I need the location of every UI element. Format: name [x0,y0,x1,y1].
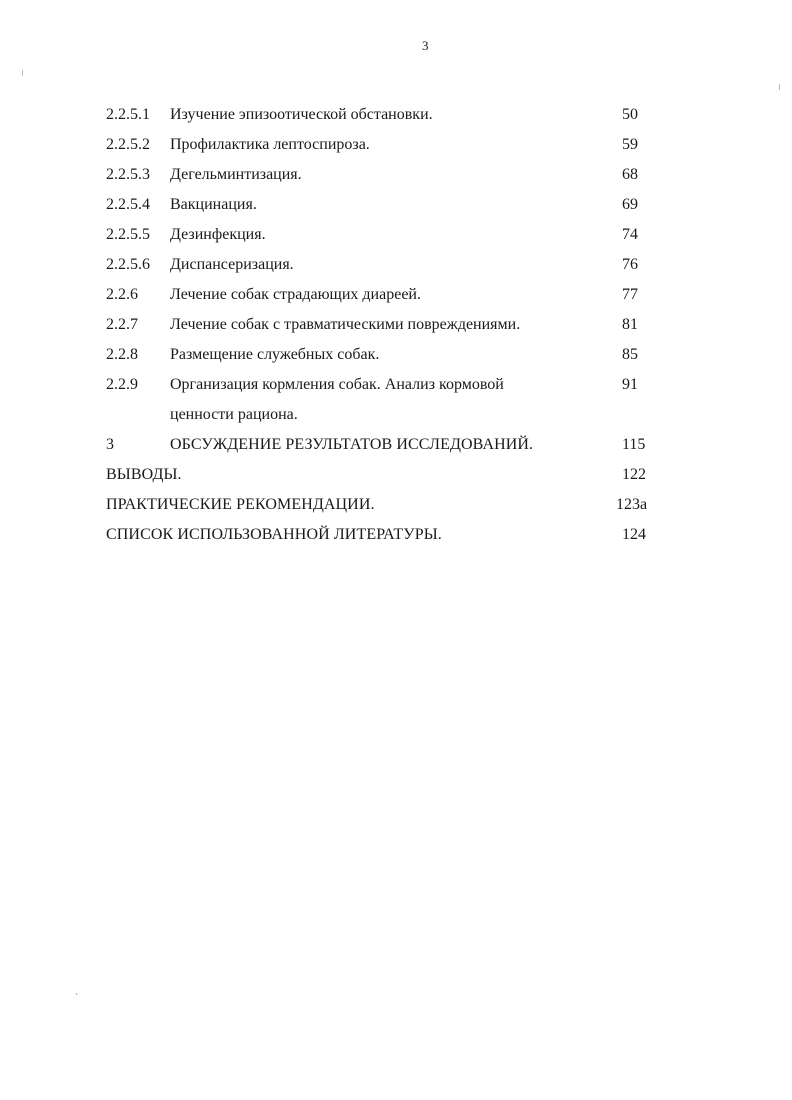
toc-entry-title: Дезинфекция. [170,226,266,243]
toc-entry-number: 2.2.5.5 [106,226,150,243]
toc-entry-title: Изучение эпизоотической обстановки. [170,106,433,123]
toc-entry [0,490,792,520]
toc-entry-page: 122 [622,466,646,483]
toc-entry-number: 2.2.5.4 [106,196,150,213]
toc-entry [0,520,792,550]
toc-entry [0,160,792,190]
toc-entry-title: СПИСОК ИСПОЛЬЗОВАННОЙ ЛИТЕРАТУРЫ. [106,526,442,543]
toc-entry-page: 59 [622,136,638,153]
table-of-contents [0,100,792,550]
toc-entry-title: Вакцинация. [170,196,257,213]
toc-entry-page: 123а [616,496,648,513]
toc-entry-page: 76 [622,256,638,273]
toc-entry-number: 2.2.5.3 [106,166,150,183]
toc-entry-page: 69 [622,196,638,213]
toc-entry-page: 85 [622,346,638,363]
toc-entry [0,370,792,400]
toc-entry-page: 50 [622,106,638,123]
toc-entry-number: 2.2.8 [106,346,138,363]
toc-entry-page: 81 [622,316,638,333]
toc-entry-number: 2.2.5.6 [106,256,150,273]
toc-entry-number: 2.2.7 [106,316,138,333]
toc-entry-page: 124 [622,526,646,543]
toc-entry-number: 2.2.5.1 [106,106,150,123]
toc-entry [0,340,792,370]
toc-entry [0,460,792,490]
toc-entry-title: Организация кормления собак. Анализ кормовой [170,376,504,393]
toc-entry-title: Лечение собак страдающих диареей. [170,286,421,303]
toc-entry-title: Профилактика лептоспироза. [170,136,370,153]
toc-entry-number: 3 [106,436,114,453]
toc-entry-page: 115 [622,436,646,453]
toc-entry [0,250,792,280]
toc-entry-title: Размещение служебных собак. [170,346,380,363]
toc-entry-title: ОБСУЖДЕНИЕ РЕЗУЛЬТАТОВ ИССЛЕДОВАНИЙ. [170,436,534,453]
toc-entry-title: Диспансеризация. [170,256,294,273]
toc-entry [0,280,792,310]
toc-entry [0,310,792,340]
toc-entry [0,220,792,250]
toc-entry [0,430,792,460]
toc-entry-number: 2.2.9 [106,376,138,393]
toc-entry-number: 2.2.6 [106,286,138,303]
scan-edge-mark [22,70,23,76]
page-number: 3 [422,38,429,53]
toc-entry [0,100,792,130]
scan-edge-mark [779,84,780,90]
toc-entry-title: Дегельминтизация. [170,166,302,183]
toc-entry [0,130,792,160]
toc-entry-title: ценности рациона. [170,406,298,423]
toc-entry-page: 74 [622,226,638,243]
toc-entry-page: 68 [622,166,638,183]
toc-entry-page: 91 [622,376,638,393]
toc-entry [0,190,792,220]
scan-mark: ` [75,993,79,1004]
toc-entry-title: ВЫВОДЫ. [106,466,182,483]
toc-entry-number: 2.2.5.2 [106,136,150,153]
toc-entry-title: ПРАКТИЧЕСКИЕ РЕКОМЕНДАЦИИ. [106,496,375,513]
toc-entry-continuation [0,400,792,430]
toc-entry-page: 77 [622,286,638,303]
toc-entry-title: Лечение собак с травматическими повреждениями. [170,316,521,333]
